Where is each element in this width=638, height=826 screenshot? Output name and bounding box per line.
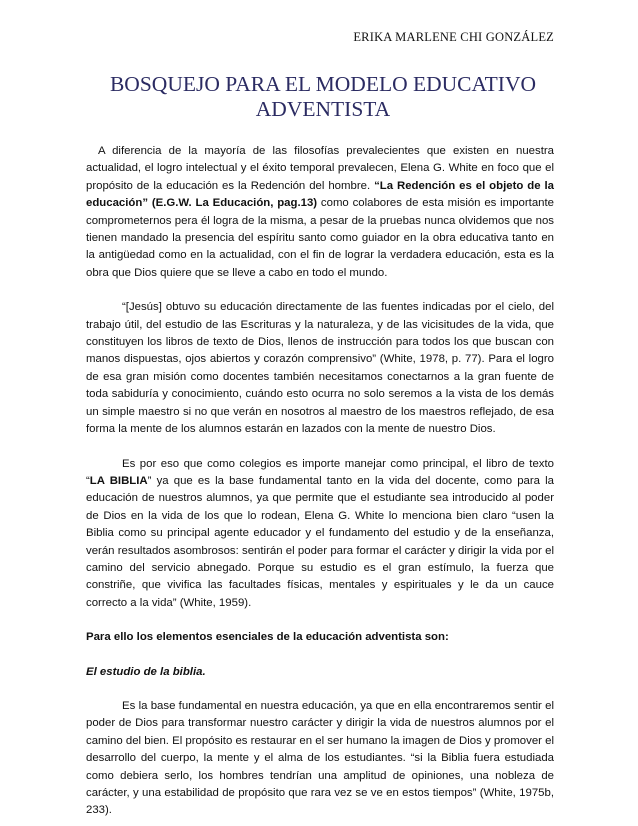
paragraph-intro-quote: “La Redención es el objeto de la educación” (E.G.W. La Educación, pag.13)	[86, 179, 554, 210]
paragraph-jesus-quote: “[Jesús] obtuvo su educación directamente de las fuentes indicadas por el cielo, del trabajo útil, del estudio de las Escrituras y la naturaleza, y de las vicisitudes de la vida, que constituyen los libros de texto de Dios, llenos de instrucción para todos los que buscan con manos dispuestas, ojos abiertos y corazón comprensivo” (White, 1978, p. 77). Para el logro de esa gran misión como docentes también necesitamos conectarnos a la gran fuente de toda sabiduría y conocimiento, cuándo esto ocurra no solo seremos a la vista de los demás un simple maestro si no que verán en nosotros al maestro de los maestros reflejado, de esa forma la mente de los alumnos estarán en lazados con la mente de nuestro Dios.	[86, 301, 554, 436]
paragraph-intro-text-1: A diferencia de la mayoría de las filosofías prevalecientes que existen en nuestra actualidad, el logro intelectual y el éxito temporal prevalecen, Elena G. White en foco que el propósito de la educación es la Redención del hombre.	[86, 145, 554, 192]
title-line-2: ADVENTISTA	[255, 97, 391, 121]
subsection-heading: El estudio de la biblia.	[86, 665, 206, 678]
paragraph-intro	[86, 143, 554, 282]
document-body	[86, 143, 554, 820]
paragraph-gap	[86, 612, 554, 629]
paragraph-estudio-biblia: Es la base fundamental en nuestra educación, ya que en ella encontraremos sentir el poder de Dios para transformar nuestro carácter y dirigir la vida de nuestros alumnos por el camino del bien. El propósito es restaurar en el ser humano la imagen de Dios y promover el desarrollo del cuerpo, la mente y el alma de los estudiantes. “si la Biblia fuera estudiada como debiera serlo, los hombres tendrían una amplitud de opiniones, una nobleza de carácter, y una estabilidad de propósito que rara vez se ve en estos tiempos” (White, 1975b, 233).	[86, 699, 554, 817]
paragraph-biblia-text-1: Es por eso que como colegios es importe manejar como principal, el libro de texto “	[86, 457, 554, 487]
paragraph-gap	[86, 681, 554, 698]
author-header: ERIKA MARLENE CHI GONZÁLEZ	[353, 30, 554, 44]
paragraph-gap	[86, 439, 554, 456]
paragraph-biblia-text-2: ” ya que es la base fundamental tanto en la vida del docente, como para la educación de nuestros alumnos, ya que permite que el estudiante sea introducido al poder de Dios en la vida de los que lo rodean, Elena G. White lo menciona bien claro “usen la Biblia como su principal agente educador y el fundamento del estudio y de la enseñanza, verán resultados asombrosos: sentirán el poder para formar el carácter y dirigir la vida por el camino del servicio abnegado. Porque su estudio es el gran estímulo, la fuerza que constriñe, que vivifica las facultades físicas, mentales y espirituales y le da un cauce correcto a la vida” (White, 1959).	[86, 474, 555, 609]
title-line-1: BOSQUEJO PARA EL MODELO EDUCATIVO	[109, 72, 537, 96]
paragraph-intro-text-2: como colabores de esta misión es importante comprometernos pera él logra de la misma, a pesar de la pruebas nunca olvidemos que nos tienen mandado la presencia del espíritu santo como guiador en la obra educativa tanto en la antigüedad como en la actualidad, con el fin de lograr la verdadera educación, esta es la obra que Dios quiere que se lleve a cabo en todo el mundo.	[86, 197, 554, 279]
section-heading: Para ello los elementos esenciales de la educación adventista son:	[86, 631, 449, 644]
paragraph-gap	[86, 647, 554, 664]
paragraph-gap	[86, 282, 554, 299]
paragraph-biblia	[86, 456, 554, 613]
paragraph-biblia-bold: LA BIBLIA	[89, 474, 148, 487]
page-title	[84, 72, 562, 122]
